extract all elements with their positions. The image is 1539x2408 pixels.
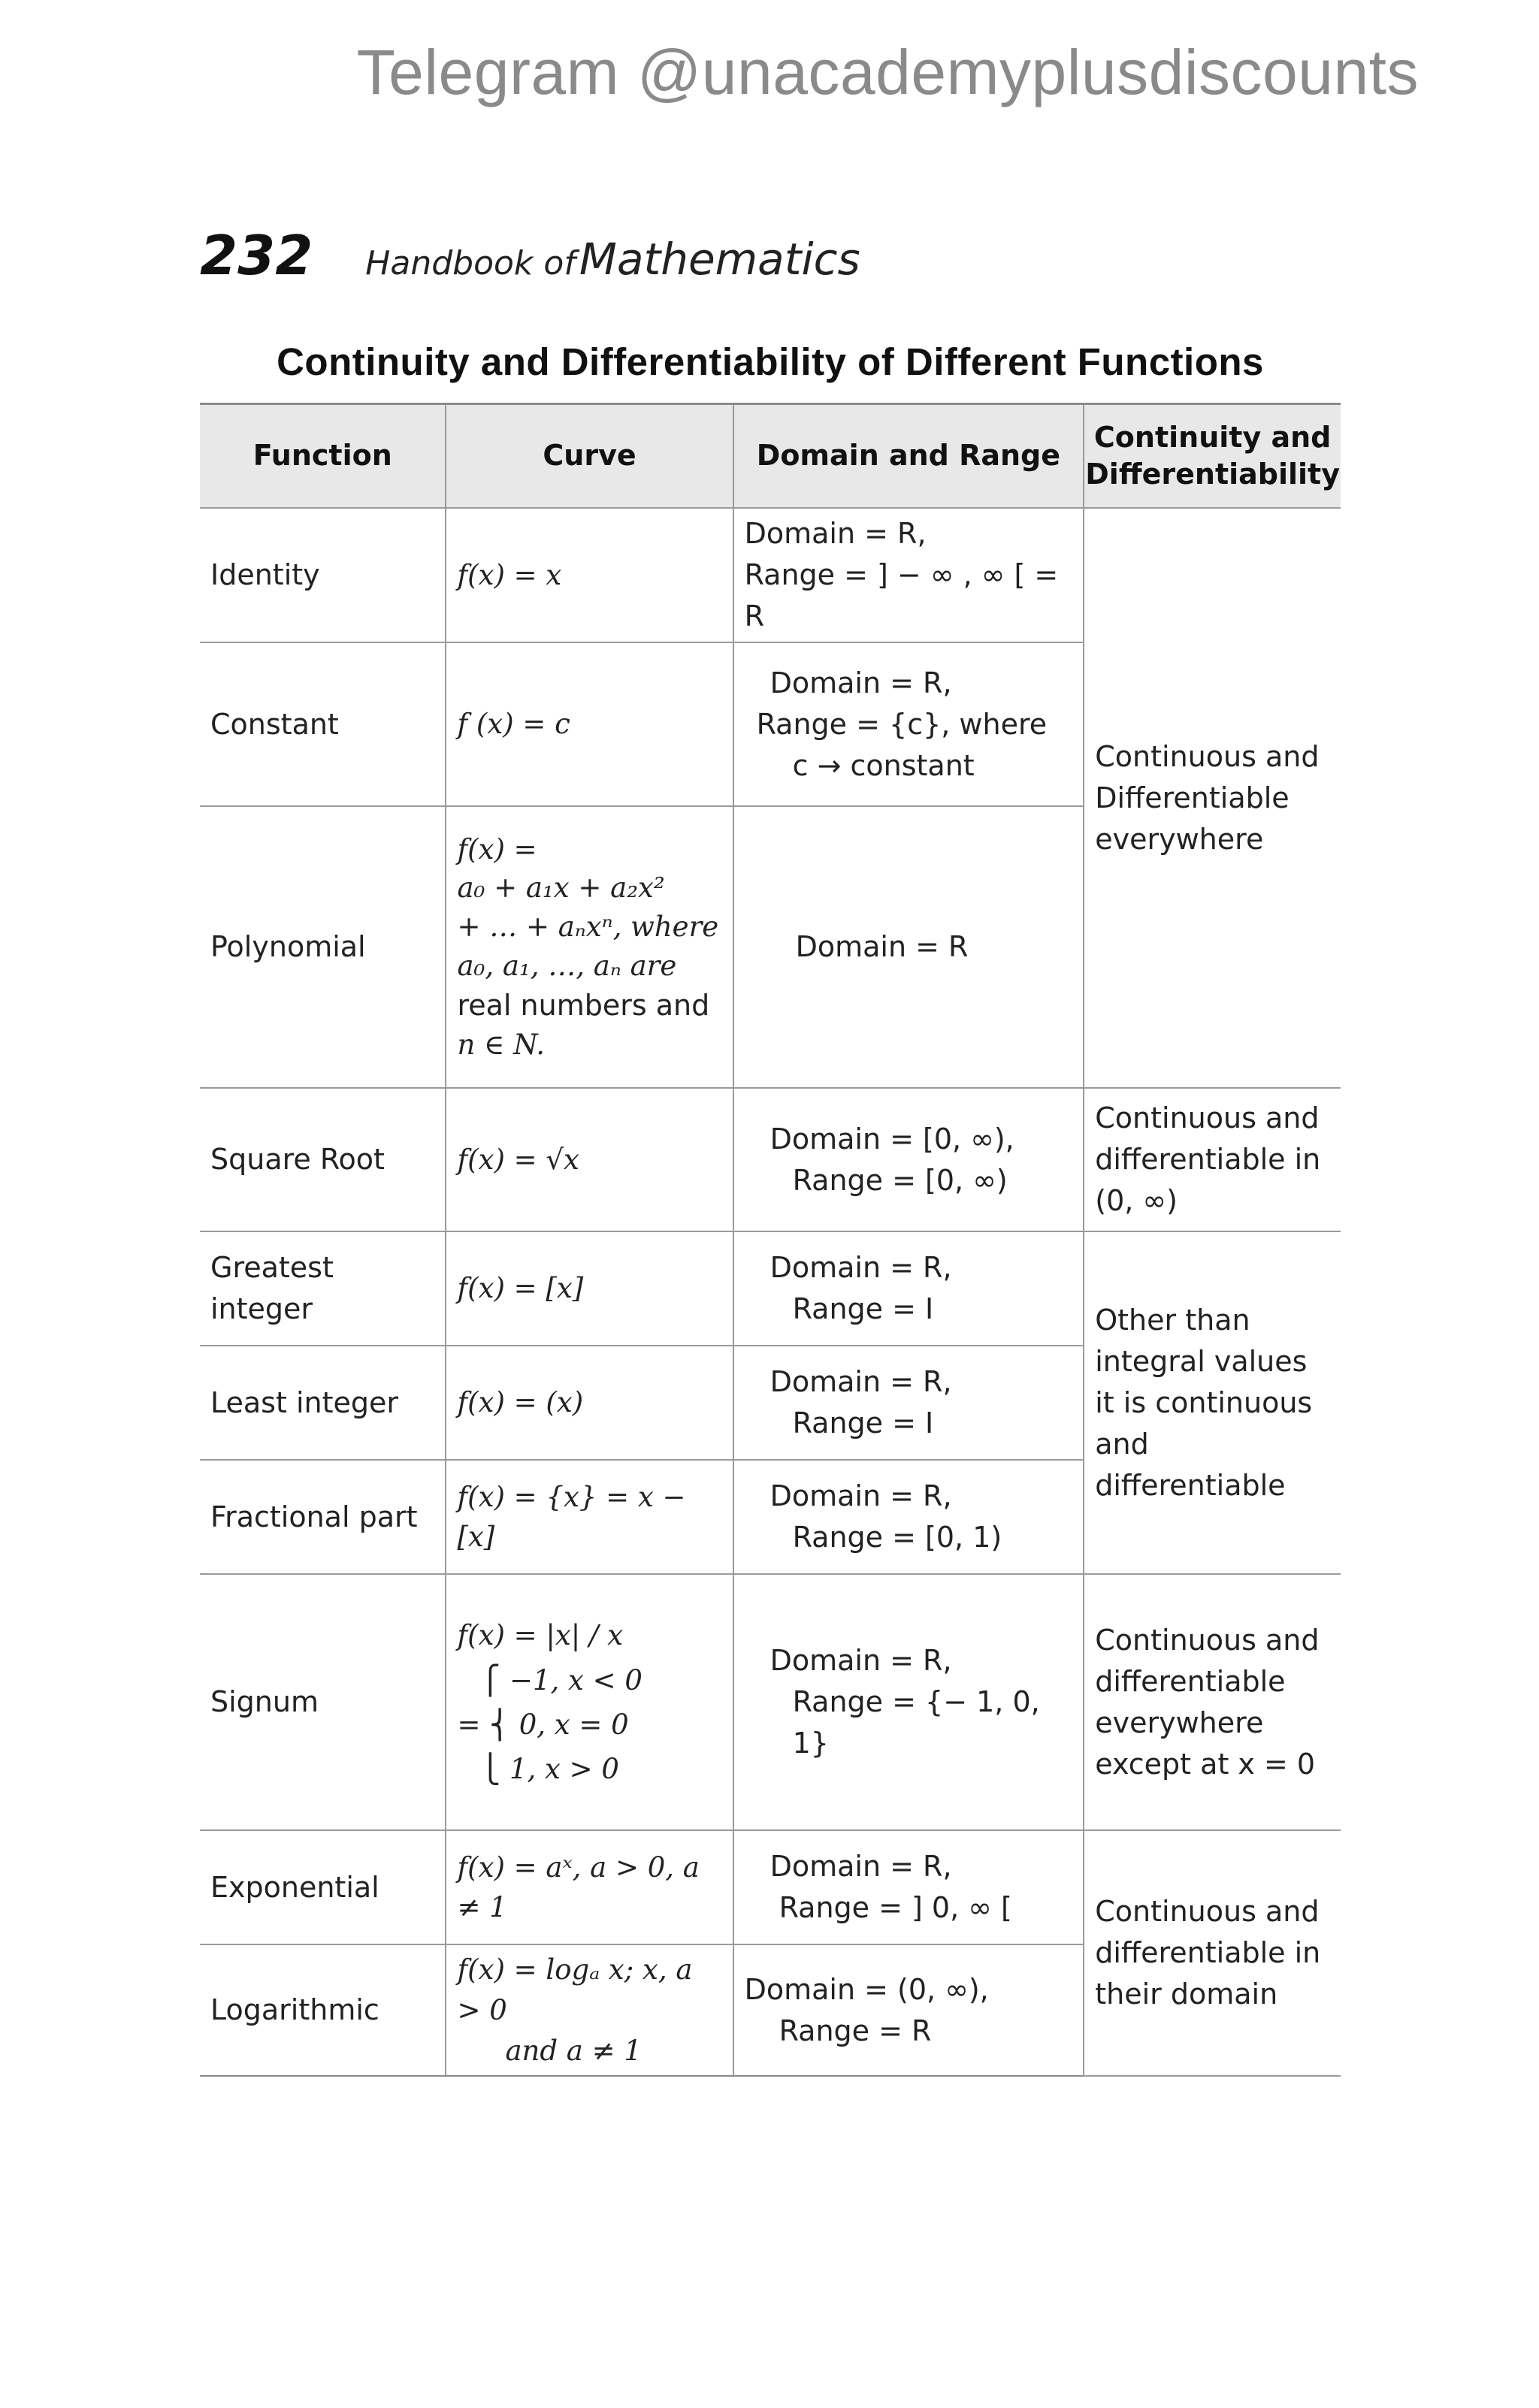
curve-line: ⎧ −1, x < 0 bbox=[479, 1663, 643, 1696]
curve-formula: f(x) = aˣ, a > 0, a ≠ 1 bbox=[446, 1830, 733, 1944]
table-row bbox=[200, 508, 1341, 642]
page-header bbox=[200, 224, 860, 287]
range-text: Range = I bbox=[792, 1406, 934, 1440]
continuity-text: Other than integral values it is continuous and differentiable bbox=[1084, 1231, 1341, 1574]
domain-text: Domain = R, bbox=[770, 1479, 952, 1513]
table-row bbox=[200, 1574, 1341, 1830]
page-number: 232 bbox=[200, 224, 313, 287]
curve-line: + … + aₙxⁿ, where bbox=[457, 911, 719, 944]
table-row bbox=[200, 1088, 1341, 1231]
range-text: Range = [0, 1) bbox=[792, 1521, 1002, 1554]
continuity-text: Continuous and differentiable in their domain bbox=[1084, 1830, 1341, 2076]
function-name: Logarithmic bbox=[200, 1944, 446, 2076]
book-title-prefix: Handbook of bbox=[365, 244, 576, 282]
header-curve: Curve bbox=[446, 404, 733, 509]
range-note: c → constant bbox=[792, 748, 975, 782]
book-title-main: Mathematics bbox=[579, 234, 860, 285]
curve-line: a₀, a₁, …, aₙ are bbox=[457, 950, 677, 983]
curve-line: f(x) = bbox=[457, 832, 537, 866]
function-name: Square Root bbox=[200, 1088, 446, 1231]
range-text: Range = I bbox=[792, 1292, 934, 1326]
domain-range bbox=[733, 1830, 1084, 1944]
header-continuity: Continuity and Differentiability bbox=[1084, 404, 1341, 509]
table-row bbox=[200, 1830, 1341, 1944]
function-name: Least integer bbox=[200, 1346, 446, 1460]
domain-range bbox=[733, 1944, 1084, 2076]
watermark-text: Telegram @unacademyplusdiscounts bbox=[356, 37, 1419, 107]
domain-range bbox=[733, 1574, 1084, 1830]
curve-formula: f(x) = {x} = x − [x] bbox=[446, 1460, 733, 1574]
domain-text: Domain = (0, ∞), bbox=[744, 1972, 989, 2006]
function-name: Signum bbox=[200, 1574, 446, 1830]
function-name: Greatest integer bbox=[200, 1231, 446, 1346]
range-text: Range = R bbox=[779, 2014, 932, 2047]
curve-line: a₀ + a₁x + a₂x² bbox=[457, 872, 665, 905]
domain-range bbox=[733, 1346, 1084, 1460]
table-row bbox=[200, 1231, 1341, 1346]
function-name: Identity bbox=[200, 508, 446, 642]
curve-line: real numbers and bbox=[457, 988, 710, 1022]
domain-range bbox=[733, 1460, 1084, 1574]
curve-line: and a ≠ 1 bbox=[505, 2034, 642, 2067]
curve-formula bbox=[446, 806, 733, 1088]
domain-text: Domain = R, bbox=[770, 1365, 952, 1399]
functions-table bbox=[200, 403, 1341, 2077]
function-name: Polynomial bbox=[200, 806, 446, 1088]
curve-formula: f(x) = (x) bbox=[446, 1346, 733, 1460]
range-text: Range = [0, ∞) bbox=[792, 1163, 1008, 1197]
domain-range bbox=[733, 1088, 1084, 1231]
range-text: Range = ] 0, ∞ [ bbox=[779, 1891, 1012, 1925]
curve-line: = ⎨ 0, x = 0 bbox=[457, 1708, 629, 1741]
domain-text: Domain = R, bbox=[770, 666, 952, 699]
curve-formula: f (x) = c bbox=[446, 642, 733, 806]
curve-line: f(x) = logₐ x; x, a > 0 bbox=[457, 1953, 693, 2026]
curve-formula bbox=[446, 1574, 733, 1830]
domain-text: Domain = R, bbox=[744, 517, 927, 550]
curve-line: ⎩ 1, x > 0 bbox=[479, 1752, 619, 1785]
section-title: Continuity and Differentiability of Different Functions bbox=[277, 340, 1264, 383]
curve-line: n ∈ N. bbox=[457, 1029, 545, 1062]
continuity-text: Continuous and differentiable everywhere except at x = 0 bbox=[1084, 1574, 1341, 1830]
range-text: Range = ] − ∞ , ∞ [ = R bbox=[744, 558, 1059, 633]
domain-range bbox=[733, 806, 1084, 1088]
domain-range bbox=[733, 642, 1084, 806]
domain-text: Domain = R, bbox=[770, 1644, 952, 1678]
domain-range bbox=[733, 508, 1084, 642]
range-text: Range = {c}, where bbox=[756, 707, 1048, 741]
range-text: Range = {− 1, 0, 1} bbox=[792, 1685, 1040, 1760]
continuity-text: Continuous and Differentiable everywhere bbox=[1084, 508, 1341, 1088]
domain-range bbox=[733, 1231, 1084, 1346]
header-domain-range: Domain and Range bbox=[733, 404, 1084, 509]
domain-text: Domain = R, bbox=[770, 1251, 952, 1285]
function-name: Constant bbox=[200, 642, 446, 806]
curve-line: f(x) = |x| / x bbox=[457, 1619, 624, 1652]
domain-text: Domain = R, bbox=[770, 1850, 952, 1884]
continuity-text: Continuous and differentiable in (0, ∞) bbox=[1084, 1088, 1341, 1231]
domain-text: Domain = R bbox=[795, 930, 969, 964]
curve-formula: f(x) = √x bbox=[446, 1088, 733, 1231]
table-header-row bbox=[200, 404, 1341, 509]
header-function: Function bbox=[200, 404, 446, 509]
book-title bbox=[365, 234, 860, 285]
domain-text: Domain = [0, ∞), bbox=[770, 1122, 1014, 1156]
curve-formula: f(x) = [x] bbox=[446, 1231, 733, 1346]
function-name: Exponential bbox=[200, 1830, 446, 1944]
function-name: Fractional part bbox=[200, 1460, 446, 1574]
curve-formula bbox=[446, 1944, 733, 2076]
curve-formula: f(x) = x bbox=[446, 508, 733, 642]
